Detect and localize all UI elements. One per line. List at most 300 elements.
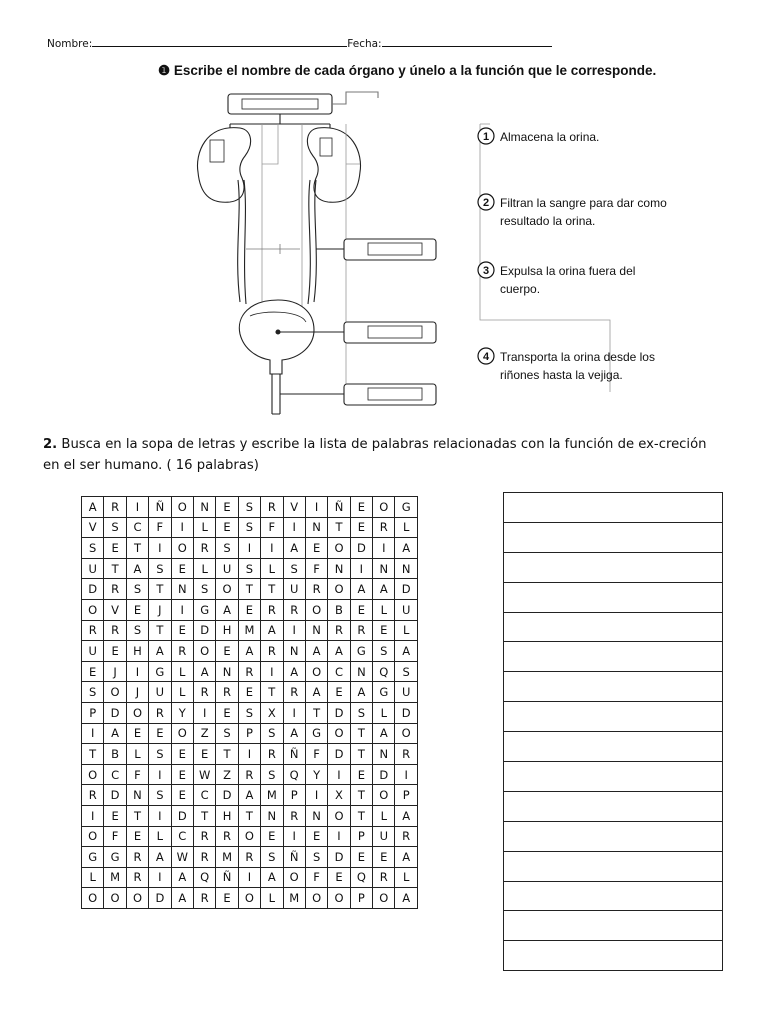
grid-cell[interactable]: S (216, 723, 238, 744)
grid-cell[interactable]: P (350, 826, 372, 847)
grid-cell[interactable]: W (193, 764, 215, 785)
grid-cell[interactable]: I (238, 867, 260, 888)
grid-cell[interactable]: R (193, 538, 215, 559)
grid-cell[interactable]: I (82, 805, 104, 826)
grid-cell[interactable]: R (193, 888, 215, 909)
answer-row[interactable] (503, 911, 723, 941)
grid-cell[interactable]: N (261, 805, 283, 826)
grid-cell[interactable]: R (82, 620, 104, 641)
grid-cell[interactable]: D (82, 579, 104, 600)
grid-cell[interactable]: E (216, 641, 238, 662)
grid-cell[interactable]: P (283, 785, 305, 806)
grid-cell[interactable]: D (104, 785, 126, 806)
answer-row[interactable] (503, 702, 723, 732)
grid-cell[interactable]: A (373, 723, 395, 744)
grid-cell[interactable]: R (261, 641, 283, 662)
grid-cell[interactable]: E (305, 826, 327, 847)
grid-cell[interactable]: L (373, 702, 395, 723)
grid-cell[interactable]: O (328, 538, 350, 559)
grid-cell[interactable]: T (149, 579, 171, 600)
grid-cell[interactable]: I (149, 538, 171, 559)
grid-cell[interactable]: R (193, 847, 215, 868)
grid-cell[interactable]: I (126, 661, 148, 682)
grid-cell[interactable]: N (350, 661, 372, 682)
grid-cell[interactable]: O (328, 805, 350, 826)
grid-cell[interactable]: U (149, 682, 171, 703)
grid-cell[interactable]: S (261, 764, 283, 785)
grid-cell[interactable]: I (328, 764, 350, 785)
grid-cell[interactable]: R (261, 497, 283, 518)
grid-cell[interactable]: Ñ (283, 847, 305, 868)
grid-cell[interactable]: F (305, 744, 327, 765)
grid-cell[interactable]: G (193, 599, 215, 620)
grid-cell[interactable]: C (171, 826, 193, 847)
answer-row[interactable] (503, 882, 723, 912)
grid-cell[interactable]: D (395, 579, 417, 600)
grid-cell[interactable]: A (171, 888, 193, 909)
grid-cell[interactable]: S (395, 661, 417, 682)
grid-cell[interactable]: A (104, 723, 126, 744)
grid-cell[interactable]: R (104, 579, 126, 600)
grid-cell[interactable]: W (171, 847, 193, 868)
grid-cell[interactable]: Q (193, 867, 215, 888)
grid-cell[interactable]: R (283, 682, 305, 703)
grid-cell[interactable]: R (350, 620, 372, 641)
grid-cell[interactable]: O (126, 702, 148, 723)
grid-cell[interactable]: T (149, 620, 171, 641)
grid-cell[interactable]: A (395, 641, 417, 662)
grid-cell[interactable]: I (328, 826, 350, 847)
grid-cell[interactable]: X (328, 785, 350, 806)
grid-cell[interactable]: T (238, 579, 260, 600)
grid-cell[interactable]: F (104, 826, 126, 847)
grid-cell[interactable]: N (305, 620, 327, 641)
grid-cell[interactable]: A (373, 579, 395, 600)
grid-cell[interactable]: N (305, 805, 327, 826)
grid-cell[interactable]: H (216, 620, 238, 641)
grid-cell[interactable]: A (283, 538, 305, 559)
grid-cell[interactable]: T (193, 805, 215, 826)
grid-cell[interactable]: F (305, 558, 327, 579)
grid-cell[interactable]: E (328, 682, 350, 703)
grid-cell[interactable]: E (328, 867, 350, 888)
grid-cell[interactable]: O (171, 538, 193, 559)
grid-cell[interactable]: E (171, 744, 193, 765)
answer-row[interactable] (503, 672, 723, 702)
grid-cell[interactable]: D (216, 785, 238, 806)
grid-cell[interactable]: R (261, 599, 283, 620)
grid-cell[interactable]: O (216, 579, 238, 600)
grid-cell[interactable]: X (261, 702, 283, 723)
grid-cell[interactable]: E (216, 497, 238, 518)
grid-cell[interactable]: E (216, 702, 238, 723)
grid-cell[interactable]: T (261, 682, 283, 703)
grid-cell[interactable]: A (261, 620, 283, 641)
grid-cell[interactable]: Z (193, 723, 215, 744)
grid-cell[interactable]: O (82, 888, 104, 909)
grid-cell[interactable]: U (395, 682, 417, 703)
grid-cell[interactable]: Y (305, 764, 327, 785)
grid-cell[interactable]: O (82, 599, 104, 620)
grid-cell[interactable]: C (104, 764, 126, 785)
grid-cell[interactable]: T (216, 744, 238, 765)
grid-cell[interactable]: A (305, 641, 327, 662)
grid-cell[interactable]: I (261, 661, 283, 682)
grid-cell[interactable]: T (305, 702, 327, 723)
grid-cell[interactable]: N (193, 497, 215, 518)
grid-cell[interactable]: P (238, 723, 260, 744)
grid-cell[interactable]: I (149, 764, 171, 785)
grid-cell[interactable]: S (126, 579, 148, 600)
grid-cell[interactable]: I (149, 867, 171, 888)
grid-cell[interactable]: O (126, 888, 148, 909)
grid-cell[interactable]: A (350, 682, 372, 703)
grid-cell[interactable]: O (193, 641, 215, 662)
grid-cell[interactable]: S (238, 558, 260, 579)
grid-cell[interactable]: V (283, 497, 305, 518)
grid-cell[interactable]: S (261, 847, 283, 868)
grid-cell[interactable]: O (395, 723, 417, 744)
answer-row[interactable] (503, 583, 723, 613)
grid-cell[interactable]: M (261, 785, 283, 806)
grid-cell[interactable]: A (193, 661, 215, 682)
grid-cell[interactable]: O (238, 888, 260, 909)
grid-cell[interactable]: J (126, 682, 148, 703)
grid-cell[interactable]: R (216, 682, 238, 703)
grid-cell[interactable]: H (126, 641, 148, 662)
grid-cell[interactable]: P (82, 702, 104, 723)
grid-cell[interactable]: O (373, 497, 395, 518)
answer-row[interactable] (503, 792, 723, 822)
grid-cell[interactable]: E (171, 620, 193, 641)
grid-cell[interactable]: V (82, 517, 104, 538)
grid-cell[interactable]: M (283, 888, 305, 909)
grid-cell[interactable]: C (193, 785, 215, 806)
grid-cell[interactable]: S (149, 744, 171, 765)
grid-cell[interactable]: L (395, 620, 417, 641)
grid-cell[interactable]: G (104, 847, 126, 868)
grid-cell[interactable]: S (104, 517, 126, 538)
grid-cell[interactable]: C (126, 517, 148, 538)
grid-cell[interactable]: O (82, 826, 104, 847)
grid-cell[interactable]: E (216, 517, 238, 538)
grid-cell[interactable]: G (149, 661, 171, 682)
grid-cell[interactable]: A (305, 682, 327, 703)
grid-cell[interactable]: D (395, 702, 417, 723)
grid-cell[interactable]: D (193, 620, 215, 641)
grid-cell[interactable]: E (171, 785, 193, 806)
grid-cell[interactable]: O (283, 867, 305, 888)
grid-cell[interactable]: L (261, 558, 283, 579)
answer-row[interactable] (503, 553, 723, 583)
grid-cell[interactable]: Q (350, 867, 372, 888)
grid-cell[interactable]: S (193, 579, 215, 600)
answer-row[interactable] (503, 822, 723, 852)
grid-cell[interactable]: Ñ (283, 744, 305, 765)
grid-cell[interactable]: S (82, 682, 104, 703)
grid-cell[interactable]: O (238, 826, 260, 847)
grid-cell[interactable]: J (149, 599, 171, 620)
grid-cell[interactable]: N (373, 744, 395, 765)
grid-cell[interactable]: R (216, 826, 238, 847)
grid-cell[interactable]: A (395, 888, 417, 909)
grid-cell[interactable]: T (350, 785, 372, 806)
grid-cell[interactable]: A (261, 867, 283, 888)
grid-cell[interactable]: A (283, 723, 305, 744)
grid-cell[interactable]: E (104, 641, 126, 662)
grid-cell[interactable]: R (395, 744, 417, 765)
grid-cell[interactable]: E (350, 764, 372, 785)
grid-cell[interactable]: U (283, 579, 305, 600)
grid-cell[interactable]: U (395, 599, 417, 620)
grid-cell[interactable]: A (82, 497, 104, 518)
grid-cell[interactable]: O (373, 888, 395, 909)
grid-cell[interactable]: L (193, 517, 215, 538)
answer-row[interactable] (503, 762, 723, 792)
grid-cell[interactable]: S (373, 641, 395, 662)
grid-cell[interactable]: P (395, 785, 417, 806)
grid-cell[interactable]: R (193, 826, 215, 847)
answer-row[interactable] (503, 493, 723, 523)
grid-cell[interactable]: S (238, 517, 260, 538)
grid-cell[interactable]: E (305, 538, 327, 559)
grid-cell[interactable]: E (350, 847, 372, 868)
grid-cell[interactable]: A (238, 641, 260, 662)
grid-cell[interactable]: E (171, 764, 193, 785)
grid-cell[interactable]: E (350, 497, 372, 518)
grid-cell[interactable]: Ñ (216, 867, 238, 888)
grid-cell[interactable]: I (149, 805, 171, 826)
grid-cell[interactable]: A (395, 538, 417, 559)
grid-cell[interactable]: N (395, 558, 417, 579)
grid-cell[interactable]: Q (373, 661, 395, 682)
grid-cell[interactable]: T (126, 805, 148, 826)
grid-cell[interactable]: S (238, 702, 260, 723)
grid-cell[interactable]: I (238, 744, 260, 765)
grid-cell[interactable]: F (305, 867, 327, 888)
grid-cell[interactable]: O (328, 579, 350, 600)
grid-cell[interactable]: S (216, 538, 238, 559)
grid-cell[interactable]: L (171, 682, 193, 703)
grid-cell[interactable]: E (104, 805, 126, 826)
grid-cell[interactable]: A (395, 847, 417, 868)
grid-cell[interactable]: N (216, 661, 238, 682)
grid-cell[interactable]: L (395, 517, 417, 538)
grid-cell[interactable]: B (328, 599, 350, 620)
grid-cell[interactable]: S (82, 538, 104, 559)
grid-cell[interactable]: V (104, 599, 126, 620)
grid-cell[interactable]: R (238, 847, 260, 868)
grid-cell[interactable]: M (104, 867, 126, 888)
grid-cell[interactable]: R (395, 826, 417, 847)
grid-cell[interactable]: M (216, 847, 238, 868)
grid-cell[interactable]: G (305, 723, 327, 744)
grid-cell[interactable]: H (216, 805, 238, 826)
grid-cell[interactable]: O (171, 497, 193, 518)
grid-cell[interactable]: N (328, 558, 350, 579)
grid-cell[interactable]: A (395, 805, 417, 826)
grid-cell[interactable]: I (171, 599, 193, 620)
answer-row[interactable] (503, 613, 723, 643)
grid-cell[interactable]: T (350, 723, 372, 744)
grid-cell[interactable]: S (126, 620, 148, 641)
grid-cell[interactable]: I (305, 785, 327, 806)
grid-cell[interactable]: I (283, 517, 305, 538)
grid-cell[interactable]: O (305, 599, 327, 620)
grid-cell[interactable]: Ñ (149, 497, 171, 518)
grid-cell[interactable]: R (305, 579, 327, 600)
grid-cell[interactable]: O (328, 888, 350, 909)
grid-cell[interactable]: I (373, 538, 395, 559)
grid-cell[interactable]: S (283, 558, 305, 579)
grid-cell[interactable]: L (149, 826, 171, 847)
grid-cell[interactable]: O (82, 764, 104, 785)
grid-cell[interactable]: E (238, 682, 260, 703)
grid-cell[interactable]: Z (216, 764, 238, 785)
grid-cell[interactable]: O (328, 723, 350, 744)
grid-cell[interactable]: R (171, 641, 193, 662)
grid-cell[interactable]: Q (283, 764, 305, 785)
grid-cell[interactable]: E (82, 661, 104, 682)
grid-cell[interactable]: N (126, 785, 148, 806)
grid-cell[interactable]: E (104, 538, 126, 559)
fecha-line[interactable] (382, 36, 552, 47)
grid-cell[interactable]: R (373, 867, 395, 888)
grid-cell[interactable]: T (238, 805, 260, 826)
grid-cell[interactable]: I (171, 517, 193, 538)
answer-row[interactable] (503, 732, 723, 762)
grid-cell[interactable]: I (283, 826, 305, 847)
grid-cell[interactable]: R (149, 702, 171, 723)
grid-cell[interactable]: L (82, 867, 104, 888)
grid-cell[interactable]: E (149, 723, 171, 744)
grid-cell[interactable]: I (395, 764, 417, 785)
grid-cell[interactable]: S (350, 702, 372, 723)
grid-cell[interactable]: E (126, 723, 148, 744)
answer-row[interactable] (503, 941, 723, 971)
grid-cell[interactable]: R (126, 867, 148, 888)
grid-cell[interactable]: U (82, 558, 104, 579)
grid-cell[interactable]: R (283, 805, 305, 826)
grid-cell[interactable]: O (373, 785, 395, 806)
grid-cell[interactable]: I (193, 702, 215, 723)
grid-cell[interactable]: I (238, 538, 260, 559)
grid-cell[interactable]: A (238, 785, 260, 806)
grid-cell[interactable]: A (126, 558, 148, 579)
grid-cell[interactable]: D (328, 702, 350, 723)
label-box-top[interactable] (228, 94, 332, 114)
answer-row[interactable] (503, 642, 723, 672)
grid-cell[interactable]: R (82, 785, 104, 806)
grid-cell[interactable]: S (305, 847, 327, 868)
grid-cell[interactable]: L (261, 888, 283, 909)
grid-cell[interactable]: A (328, 641, 350, 662)
grid-cell[interactable]: P (350, 888, 372, 909)
grid-cell[interactable]: N (171, 579, 193, 600)
grid-cell[interactable]: T (261, 579, 283, 600)
nombre-line[interactable] (92, 36, 347, 47)
grid-cell[interactable]: R (104, 620, 126, 641)
grid-cell[interactable]: F (149, 517, 171, 538)
grid-cell[interactable]: N (305, 517, 327, 538)
grid-cell[interactable]: N (373, 558, 395, 579)
grid-cell[interactable]: F (126, 764, 148, 785)
grid-cell[interactable]: A (149, 847, 171, 868)
grid-cell[interactable]: S (149, 558, 171, 579)
grid-cell[interactable]: N (283, 641, 305, 662)
grid-cell[interactable]: R (193, 682, 215, 703)
grid-cell[interactable]: D (373, 764, 395, 785)
grid-cell[interactable]: E (126, 826, 148, 847)
grid-cell[interactable]: D (104, 702, 126, 723)
grid-cell[interactable]: E (350, 517, 372, 538)
grid-cell[interactable]: D (328, 744, 350, 765)
grid-cell[interactable]: E (126, 599, 148, 620)
grid-cell[interactable]: R (104, 497, 126, 518)
grid-cell[interactable]: R (328, 620, 350, 641)
grid-cell[interactable]: Y (171, 702, 193, 723)
grid-cell[interactable]: R (126, 847, 148, 868)
grid-cell[interactable]: Ñ (328, 497, 350, 518)
grid-cell[interactable]: B (104, 744, 126, 765)
grid-cell[interactable]: L (171, 661, 193, 682)
grid-cell[interactable]: U (82, 641, 104, 662)
grid-cell[interactable]: R (283, 599, 305, 620)
grid-cell[interactable]: F (261, 517, 283, 538)
answer-row[interactable] (503, 852, 723, 882)
grid-cell[interactable]: I (305, 497, 327, 518)
grid-cell[interactable]: A (350, 579, 372, 600)
grid-cell[interactable]: A (283, 661, 305, 682)
grid-cell[interactable]: L (126, 744, 148, 765)
grid-cell[interactable]: E (373, 847, 395, 868)
grid-cell[interactable]: R (238, 764, 260, 785)
grid-cell[interactable]: M (238, 620, 260, 641)
grid-cell[interactable]: I (261, 538, 283, 559)
grid-cell[interactable]: T (350, 805, 372, 826)
grid-cell[interactable]: D (171, 805, 193, 826)
grid-cell[interactable]: G (373, 682, 395, 703)
grid-cell[interactable]: I (82, 723, 104, 744)
grid-cell[interactable]: O (305, 888, 327, 909)
grid-cell[interactable]: A (216, 599, 238, 620)
grid-cell[interactable]: T (104, 558, 126, 579)
grid-cell[interactable]: O (305, 661, 327, 682)
grid-cell[interactable]: O (171, 723, 193, 744)
grid-cell[interactable]: L (193, 558, 215, 579)
grid-cell[interactable]: I (283, 702, 305, 723)
grid-cell[interactable]: S (261, 723, 283, 744)
grid-cell[interactable]: S (238, 497, 260, 518)
grid-cell[interactable]: I (126, 497, 148, 518)
grid-cell[interactable]: I (283, 620, 305, 641)
grid-cell[interactable]: R (238, 661, 260, 682)
grid-cell[interactable]: E (216, 888, 238, 909)
grid-cell[interactable]: R (261, 744, 283, 765)
grid-cell[interactable]: T (350, 744, 372, 765)
grid-cell[interactable]: E (238, 599, 260, 620)
grid-cell[interactable]: E (193, 744, 215, 765)
grid-cell[interactable]: T (82, 744, 104, 765)
grid-cell[interactable]: A (171, 867, 193, 888)
grid-cell[interactable]: T (126, 538, 148, 559)
grid-cell[interactable]: L (373, 805, 395, 826)
grid-cell[interactable]: S (149, 785, 171, 806)
grid-cell[interactable]: E (373, 620, 395, 641)
grid-cell[interactable]: D (149, 888, 171, 909)
grid-cell[interactable]: U (216, 558, 238, 579)
answer-row[interactable] (503, 523, 723, 553)
